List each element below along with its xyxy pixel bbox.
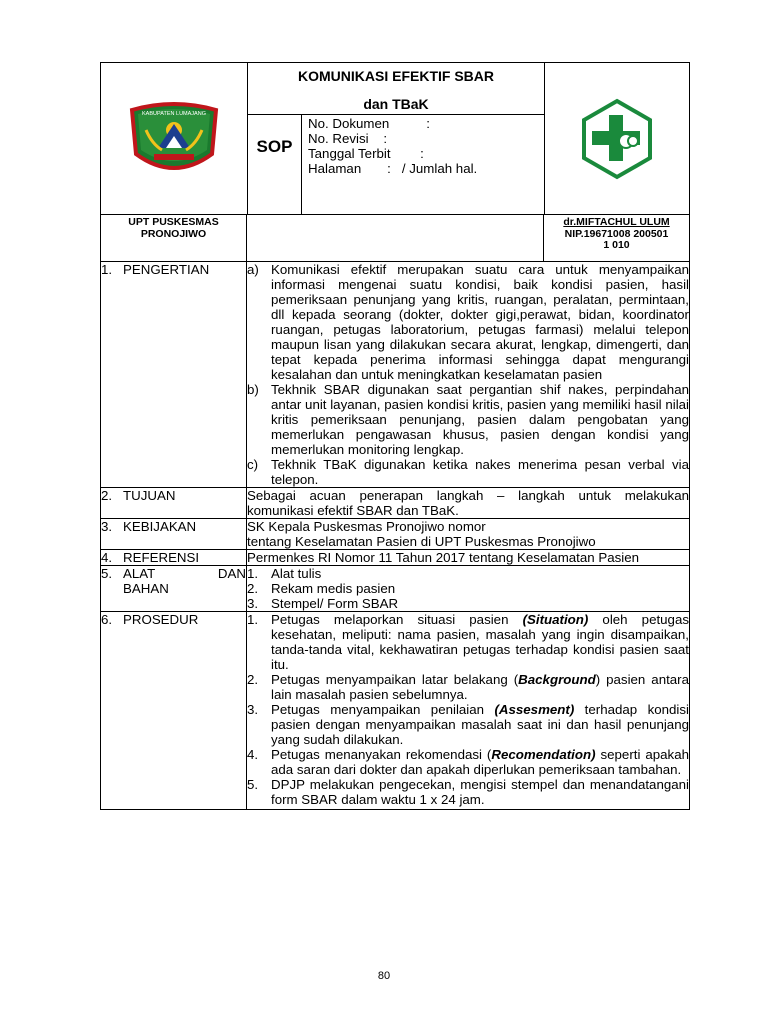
item-text-part: ) pasien antara lain masalah pasien sebelumnya. — [271, 672, 690, 702]
section-label: TUJUAN — [123, 488, 176, 503]
title-line-1: KOMUNIKASI EFEKTIF SBAR — [298, 68, 494, 84]
section-kebijakan — [101, 519, 690, 550]
meta-no-dokumen: No. Dokumen : — [308, 116, 430, 131]
item-text-part: Petugas menanyakan rekomendasi ( — [271, 747, 492, 762]
sop-table — [100, 62, 690, 810]
list-item — [247, 702, 689, 747]
signer-name: dr.MIFTACHUL ULUM — [563, 216, 670, 228]
section-alat-bahan — [101, 566, 690, 612]
right-logo-cell — [545, 63, 689, 214]
org-line-2: PRONOJIWO — [140, 227, 207, 240]
signer-nip-line-2: 1 010 — [603, 239, 630, 251]
sop-document — [100, 62, 690, 810]
item-marker: a) — [247, 262, 259, 277]
item-marker: b) — [247, 382, 259, 397]
item-text-part: terhadap kondisi pasien dengan menyampaikan masalah saat ini dan hasil penunjang yang sudah dilakukan. — [271, 702, 689, 747]
list-item — [247, 612, 689, 672]
section-number: 3. — [101, 519, 113, 534]
section-pengertian — [101, 262, 690, 488]
section-number: 2. — [101, 488, 113, 503]
item-text — [271, 777, 689, 807]
list-item — [247, 457, 689, 487]
left-logo-cell — [101, 63, 248, 214]
signer-nip-line-1: NIP.19671008 200501 — [564, 227, 669, 240]
list-item — [247, 596, 689, 611]
section-number: 5. — [101, 566, 113, 581]
puskesmas-logo-icon — [578, 97, 656, 181]
item-marker: 4. — [247, 747, 259, 762]
section-tujuan — [101, 488, 690, 519]
item-text — [271, 747, 689, 777]
sop-label: SOP — [248, 115, 302, 214]
section-label: PENGERTIAN — [123, 262, 210, 277]
item-marker: 1. — [247, 612, 259, 627]
list-item — [247, 777, 689, 807]
list-item — [247, 581, 689, 596]
section-label: REFERENSI — [123, 550, 200, 565]
item-emphasis: (Assesment) — [494, 702, 575, 717]
item-text — [271, 672, 689, 702]
list-item — [247, 566, 689, 581]
section-text: Permenkes RI Nomor 11 Tahun 2017 tentang Keselamatan Pasien — [247, 550, 640, 565]
section-referensi — [101, 550, 690, 566]
item-text: Tekhnik SBAR digunakan saat pergantian shif nakes, perpindahan antar unit layanan, pasien kondisi kritis, pasien yang memiliki hasil nilai kritis pemeriksaan penunjang, pasien dalam pengobatan yang memerlukan pengawasan khusus, pasien dengan kondisi yang memerlukan monitoring lengkap. — [271, 382, 689, 457]
item-text: Tekhnik TBaK digunakan ketika nakes menerima pesan verbal via telepon. — [271, 457, 689, 487]
meta-tanggal-terbit: Tanggal Terbit : — [308, 146, 424, 161]
section-text: Sebagai acuan penerapan langkah – langkah untuk melakukan komunikasi efektif SBAR dan TBaK. — [247, 488, 689, 518]
list-item — [247, 262, 689, 382]
item-marker: 2. — [247, 581, 259, 596]
item-emphasis: Background — [518, 672, 596, 687]
document-title — [248, 63, 544, 115]
item-text — [271, 702, 689, 747]
list-item — [247, 382, 689, 457]
meta-halaman: Halaman : / Jumlah hal. — [308, 161, 478, 176]
item-marker: 1. — [247, 566, 259, 581]
document-meta — [302, 115, 544, 214]
page-number: 80 — [377, 970, 391, 982]
item-text-part: Petugas menyampaikan latar belakang ( — [271, 672, 519, 687]
section-text-line-2: tentang Keselamatan Pasien di UPT Puskesmas Pronojiwo — [247, 534, 596, 549]
section-text-line-1: SK Kepala Puskesmas Pronojiwo nomor — [247, 519, 486, 534]
item-text-part: Petugas menyampaikan penilaian — [271, 702, 495, 717]
item-marker: 3. — [247, 702, 259, 717]
section-label: KEBIJAKAN — [123, 519, 197, 534]
section-prosedur — [101, 612, 690, 810]
kabupaten-lumajang-emblem-icon — [128, 100, 220, 178]
emblem-text: KABUPATEN LUMAJANG — [142, 110, 206, 117]
item-marker: 2. — [247, 672, 259, 687]
item-text — [271, 612, 689, 672]
item-emphasis: Recomendation) — [491, 747, 596, 762]
signer-block — [544, 215, 689, 261]
section-label-part: BAHAN — [123, 581, 169, 596]
item-marker: c) — [247, 457, 259, 472]
org-line-1: UPT PUSKESMAS — [128, 216, 219, 228]
section-number: 6. — [101, 612, 113, 627]
item-text: Stempel/ Form SBAR — [271, 596, 399, 611]
section-number: 4. — [101, 550, 113, 565]
item-marker: 3. — [247, 596, 259, 611]
meta-no-revisi: No. Revisi : — [308, 131, 388, 146]
item-text: Alat tulis — [271, 566, 322, 581]
item-text-part: oleh petugas kesehatan, meliputi: nama pasien, masalah yang ingin disampaikan, tanda-tanda vital, kekhawatiran petugas terhadap kondisi pasien saat itu. — [271, 612, 689, 672]
item-text: Rekam medis pasien — [271, 581, 396, 596]
section-label: PROSEDUR — [123, 612, 199, 627]
item-text-part: seperti apakah ada saran dari dokter dan apakah diperlukan pemeriksaan tambahan. — [271, 747, 689, 777]
list-item — [247, 672, 689, 702]
title-line-2: dan TBaK — [363, 96, 429, 112]
item-marker: 5. — [247, 777, 259, 792]
item-text-part: Petugas melaporkan situasi pasien — [271, 612, 523, 627]
organization-name — [101, 215, 246, 240]
section-label-part: DAN — [217, 566, 246, 581]
item-text: Komunikasi efektif merupakan suatu cara untuk menyampaikan informasi mengenai suatu kondisi, baik kondisi pasien, hasil pemeriksaan penunjang yang kritis, ruangan, peralatan, permintaan, dll kepada seorang (dokter, dokter gigi,perawat, bidan, koordinator ruangan, petugas laboratorium, petugas farmasi) melalui telepon maupun lisan yang dilakukan secara akurat, lengkap, dimengerti, dan tepat kepada penerima informasi sehingga dapat mengurangi kesalahan dan untuk meningkatkan keselamatan pasien — [271, 262, 689, 382]
section-number: 1. — [101, 262, 113, 277]
item-text-part: DPJP melakukan pengecekan, mengisi stempel dan menandatangani form SBAR dalam waktu 1 x 24 jam. — [271, 777, 689, 807]
section-label-part: ALAT — [123, 566, 156, 581]
item-emphasis: (Situation) — [522, 612, 589, 627]
list-item — [247, 747, 689, 777]
